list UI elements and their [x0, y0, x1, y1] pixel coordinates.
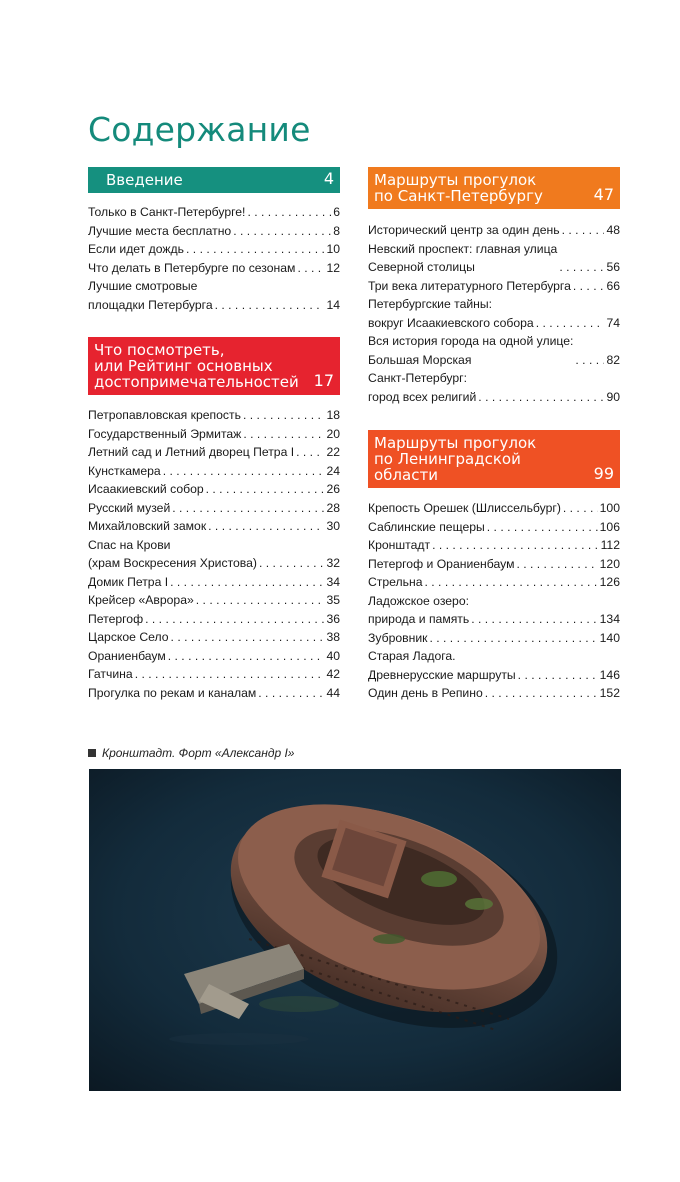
section-header-intro[interactable]: [88, 167, 340, 193]
dot-leader: [425, 573, 598, 592]
dot-leader: [575, 351, 604, 370]
toc-entry-page: 146: [599, 667, 620, 682]
dot-leader: [206, 480, 325, 499]
toc-entry[interactable]: [368, 221, 620, 240]
toc-entry[interactable]: [368, 369, 620, 406]
toc-entry-text: Гатчина: [88, 667, 133, 681]
toc-entry[interactable]: [368, 536, 620, 555]
toc-entry-page: 120: [599, 556, 620, 571]
dot-leader: [296, 443, 324, 462]
toc-list-intro: [88, 203, 340, 314]
toc-entry[interactable]: [88, 406, 340, 425]
toc-entry-page: 10: [326, 242, 340, 256]
toc-entry-text: Михайловский замок: [88, 519, 207, 533]
toc-entry-page: 12: [326, 260, 340, 275]
toc-entry[interactable]: [88, 480, 340, 499]
toc-entry-text: Старая Ладога. Древнерусские маршруты: [368, 649, 516, 682]
toc-entry-text: Петергоф и Ораниенбаум: [368, 556, 515, 571]
toc-entry-page: 34: [326, 574, 340, 589]
toc-entry-page: 14: [326, 297, 340, 312]
toc-entry[interactable]: [368, 499, 620, 518]
toc-entry-text: Царское Село: [88, 630, 169, 644]
toc-entry-text: Петербургские тайны: вокруг Исаакиевского собора: [368, 297, 534, 330]
section-title: Что посмотреть, или Рейтинг основных достопримечательностей: [94, 341, 299, 391]
toc-entry[interactable]: [88, 277, 340, 314]
toc-entry-text: Зубровник: [368, 630, 428, 645]
toc-entry-text: Исторический центр за один день: [368, 223, 560, 237]
toc-entry-text: Крепость Орешек (Шлиссельбург): [368, 501, 561, 515]
toc-entry-page: 28: [326, 500, 340, 515]
section-title: Введение: [106, 171, 183, 189]
dot-leader: [259, 554, 324, 573]
section-page: 99: [593, 464, 614, 483]
toc-entry-text: Государственный Эрмитаж: [88, 426, 242, 441]
dot-leader: [208, 517, 324, 536]
section-header-region-walks[interactable]: [368, 430, 620, 488]
toc-entry-text: Три века литературного Петербурга: [368, 278, 571, 293]
section-page: 4: [323, 169, 334, 188]
toc-entry-text: Петропавловская крепость: [88, 408, 241, 422]
dot-leader: [163, 462, 325, 481]
dot-leader: [243, 425, 324, 444]
toc-entry-page: 112: [600, 538, 620, 552]
fort-aerial-illustration: [89, 769, 621, 1091]
toc-entry-page: 6: [333, 205, 340, 219]
section-title: Маршруты прогулок по Санкт-Петербургу: [374, 171, 543, 205]
section-title: Маршруты прогулок по Ленинградской области: [374, 434, 537, 484]
toc-entry-text: Крейсер «Аврора»: [88, 593, 194, 607]
section-page: 47: [593, 185, 614, 204]
toc-entry-text: Прогулка по рекам и каналам: [88, 685, 257, 700]
dot-leader: [168, 647, 325, 666]
toc-entry-text: Саблинские пещеры: [368, 519, 485, 534]
toc-entry-text: Русский музей: [88, 500, 171, 515]
toc-entry[interactable]: [88, 684, 340, 703]
toc-entry[interactable]: [368, 684, 620, 703]
toc-entry[interactable]: [88, 665, 340, 684]
dot-leader: [135, 665, 325, 684]
toc-entry-page: 90: [606, 389, 620, 404]
toc-entry[interactable]: [88, 259, 340, 278]
toc-entry-page: 100: [599, 501, 620, 515]
dot-leader: [432, 536, 598, 555]
toc-entry[interactable]: [88, 647, 340, 666]
toc-entry-text: Кронштадт: [368, 538, 431, 552]
dot-leader: [536, 314, 605, 333]
toc-entry-text: Только в Санкт-Петербурге!: [88, 205, 246, 219]
toc-entry-text: Летний сад и Летний дворец Петра I: [88, 445, 295, 459]
dot-leader: [471, 610, 597, 629]
toc-list-city-walks: [368, 221, 620, 406]
toc-entry[interactable]: [88, 462, 340, 481]
toc-entry-text: Кунсткамера: [88, 463, 161, 478]
toc-entry[interactable]: [88, 240, 340, 259]
toc-entry-text: Если идет дождь: [88, 242, 185, 256]
toc-entry[interactable]: [368, 592, 620, 629]
toc-entry[interactable]: [368, 573, 620, 592]
dot-leader: [297, 259, 324, 278]
dot-leader: [233, 222, 331, 241]
dot-leader: [215, 296, 325, 315]
toc-entry[interactable]: [368, 240, 620, 277]
dot-leader: [562, 221, 605, 240]
dot-leader: [563, 499, 598, 518]
toc-entry-text: Исаакиевский собор: [88, 482, 204, 496]
dot-leader: [573, 277, 605, 296]
dot-leader: [485, 684, 598, 703]
toc-entry-text: Ладожское озеро: природа и память: [368, 593, 470, 626]
dot-leader: [247, 203, 331, 222]
toc-column-left: [88, 167, 340, 702]
caption-text: Кронштадт. Форт «Александр I»: [102, 746, 295, 760]
dot-leader: [478, 388, 604, 407]
toc-entry-text: Домик Петра I: [88, 574, 169, 589]
toc-entry[interactable]: [88, 591, 340, 610]
square-bullet-icon: [88, 749, 96, 757]
toc-entry-page: 35: [326, 593, 340, 607]
toc-entry[interactable]: [368, 332, 620, 369]
toc-entry[interactable]: [88, 222, 340, 241]
toc-entry-page: 20: [326, 426, 340, 441]
toc-entry[interactable]: [368, 277, 620, 296]
dot-leader: [243, 406, 324, 425]
toc-entry-text: Спас на Крови (храм Воскресения Христова): [88, 537, 257, 570]
toc-entry-page: 40: [326, 648, 340, 663]
toc-entry[interactable]: [368, 518, 620, 537]
dot-leader: [170, 573, 324, 592]
toc-entry-page: 152: [599, 686, 620, 700]
toc-column-right: [368, 167, 620, 703]
toc-entry-page: 106: [599, 519, 620, 534]
toc-entry-page: 26: [326, 482, 340, 496]
toc-entry[interactable]: [88, 517, 340, 536]
toc-entry-text: Один день в Репино: [368, 686, 483, 700]
dot-leader: [559, 258, 604, 277]
dot-leader: [487, 518, 598, 537]
toc-entry-text: Стрельна: [368, 575, 423, 589]
toc-list-sights: [88, 406, 340, 702]
toc-entry[interactable]: [88, 425, 340, 444]
toc-entry-page: 36: [326, 611, 340, 626]
toc-entry[interactable]: [88, 573, 340, 592]
dot-leader: [171, 628, 325, 647]
toc-entry[interactable]: [88, 443, 340, 462]
toc-entry-text: Невский проспект: главная улица Северной столицы: [368, 241, 558, 274]
toc-entry-page: 32: [326, 556, 340, 570]
dot-leader: [516, 555, 597, 574]
dot-leader: [518, 666, 598, 685]
toc-entry[interactable]: [368, 295, 620, 332]
dot-leader: [258, 684, 324, 703]
page-title: Содержание: [88, 110, 311, 149]
toc-entry[interactable]: [368, 555, 620, 574]
toc-entry-text: Петергоф: [88, 611, 144, 626]
dot-leader: [186, 240, 324, 259]
toc-entry-page: 74: [606, 315, 620, 330]
toc-entry-page: 126: [599, 575, 620, 589]
toc-entry-text: Что делать в Петербурге по сезонам: [88, 260, 296, 275]
dot-leader: [196, 591, 325, 610]
toc-entry[interactable]: [368, 629, 620, 648]
toc-entry-page: 38: [326, 630, 340, 644]
toc-entry-page: 134: [599, 612, 620, 626]
toc-entry[interactable]: [88, 499, 340, 518]
toc-entry-text: Лучшие места бесплатно: [88, 223, 232, 238]
toc-entry-page: 48: [606, 223, 620, 237]
toc-entry[interactable]: [88, 536, 340, 573]
toc-entry-text: Ораниенбаум: [88, 648, 166, 663]
toc-entry-page: 140: [599, 630, 620, 645]
toc-entry[interactable]: [88, 628, 340, 647]
toc-entry[interactable]: [88, 203, 340, 222]
toc-entry-page: 8: [333, 223, 340, 238]
toc-entry-page: 44: [326, 685, 340, 700]
fort-photo: [89, 769, 621, 1091]
section-page: 17: [313, 371, 334, 390]
toc-entry-text: Лучшие смотровые площадки Петербурга: [88, 279, 213, 312]
dot-leader: [172, 499, 324, 518]
toc-entry-page: 66: [606, 278, 620, 293]
toc-entry-page: 42: [326, 667, 340, 681]
toc-entry-page: 30: [326, 519, 340, 533]
dot-leader: [429, 629, 597, 648]
toc-entry-page: 22: [326, 445, 340, 459]
toc-entry-page: 18: [326, 408, 340, 422]
toc-entry[interactable]: [368, 647, 620, 684]
photo-caption: [88, 746, 294, 760]
dot-leader: [145, 610, 324, 629]
toc-entry-text: Санкт-Петербург: город всех религий: [368, 371, 477, 404]
section-header-sights[interactable]: [88, 337, 340, 395]
toc-entry[interactable]: [88, 610, 340, 629]
toc-entry-page: 24: [326, 463, 340, 478]
toc-entry-text: Вся история города на одной улице: Большая Морская: [368, 334, 574, 367]
section-header-city-walks[interactable]: [368, 167, 620, 209]
toc-entry-page: 56: [606, 260, 620, 274]
toc-list-region-walks: [368, 499, 620, 703]
toc-entry-page: 82: [606, 352, 620, 367]
